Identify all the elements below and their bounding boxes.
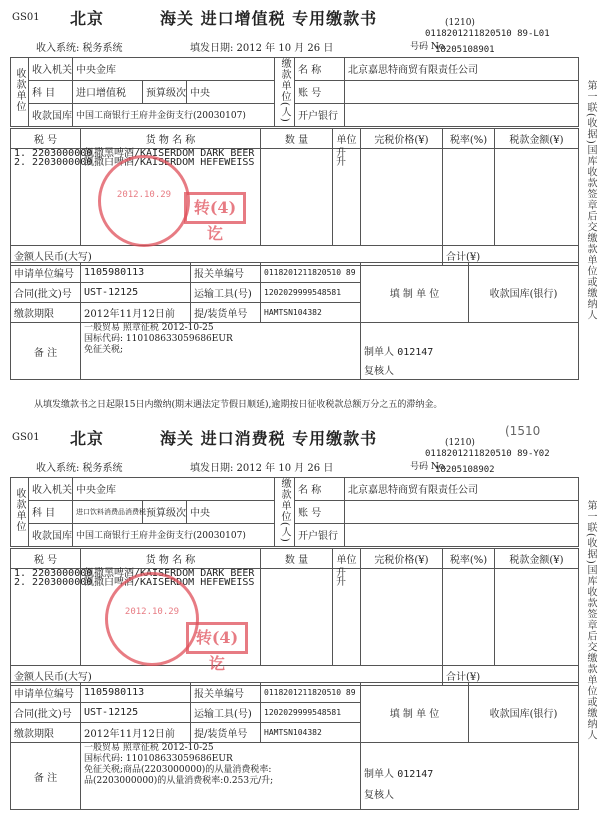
account-value xyxy=(345,500,579,523)
payer-name: 北京嘉思特商贸有限责任公司 xyxy=(345,478,579,501)
goods-table xyxy=(10,548,579,686)
form-title: 海关 进口增值税 专用缴款书 xyxy=(160,9,378,28)
rate-cell xyxy=(443,149,495,246)
maker-label: 制单人 xyxy=(364,769,394,780)
payment-form-vat xyxy=(0,0,600,410)
payment-form-consumption xyxy=(0,422,600,832)
deadline-label: 缴款期限 xyxy=(11,723,81,743)
deadline: 2012年11月12日前 xyxy=(81,303,191,323)
notes-label: 备 注 xyxy=(11,743,81,810)
declare-no: 0118201211820510 89 xyxy=(261,263,361,283)
declare-no: 0118201211820510 89 xyxy=(261,683,361,703)
payer-side-label: 缴款单位(人) xyxy=(279,58,291,123)
serial-code: (1210) xyxy=(445,18,475,28)
header-unit: 单位 xyxy=(333,129,361,149)
budget-label: 预算级次 xyxy=(143,80,187,103)
note-line: 一般贸易 照章征税 2012-10-25 xyxy=(84,743,214,753)
notes-label: 备 注 xyxy=(11,323,81,380)
bank-label: 开户银行 xyxy=(295,103,345,126)
payee-side-label: 收款单位 xyxy=(14,488,25,533)
unit-cell xyxy=(333,149,361,246)
item-tax-no: 2. 2203000000 xyxy=(14,577,93,588)
treasury-value: 中国工商银行王府井金街支行(20030107) xyxy=(73,523,275,546)
detail-table xyxy=(10,262,579,380)
qty-cell xyxy=(261,149,333,246)
form-city: 北京 xyxy=(70,429,105,448)
bank-value xyxy=(345,523,579,546)
handwritten-note: (1510 xyxy=(505,424,541,438)
transport-label: 运输工具(号) xyxy=(191,283,261,303)
account-value xyxy=(345,80,579,103)
goods-table xyxy=(10,128,579,266)
treasury-label: 收款国库 xyxy=(29,523,73,546)
price-cell xyxy=(361,569,443,666)
transfer-stamp: 转(4)讫 xyxy=(186,622,248,654)
item-unit: 升 xyxy=(336,577,346,588)
transfer-stamp: 转(4)讫 xyxy=(184,192,246,224)
amount-cell xyxy=(495,149,579,246)
maker: 012147 xyxy=(397,769,434,780)
amount-words-label: 金额人民币(大写) xyxy=(11,246,443,266)
number-label: 号码 No. xyxy=(410,462,447,472)
form-code: GS01 xyxy=(12,12,40,23)
header-goods: 货 物 名 称 xyxy=(81,549,261,569)
subject-value: 进口增值税 xyxy=(73,80,143,103)
transport: 1202029999548581 xyxy=(261,283,361,303)
amount-cell xyxy=(495,569,579,666)
bank-stamp xyxy=(98,155,190,247)
serial-code: (1210) xyxy=(445,438,475,448)
side-note: 第一联(收据)国库收款签章后交缴款单位或缴纳人 xyxy=(585,500,596,741)
form-city: 北京 xyxy=(70,9,105,28)
header-unit: 单位 xyxy=(333,549,361,569)
subject-label: 科 目 xyxy=(29,80,73,103)
payer-name-label: 名 称 xyxy=(295,58,345,81)
stamp-date: 2012.10.29 xyxy=(124,607,180,617)
declare-no-label: 报关单编号 xyxy=(191,263,261,283)
tax-no-cell xyxy=(11,568,93,666)
contract-label: 合同(批文)号 xyxy=(11,703,81,723)
item-tax-no: 2. 2203000000 xyxy=(14,157,93,168)
contract-label: 合同(批文)号 xyxy=(11,283,81,303)
item-goods: 凯撒白啤酒/KAISERDOM HEFEWEISS xyxy=(84,157,255,168)
payee-side-label: 收款单位 xyxy=(14,68,25,113)
note-line: 国标代码: 110108633059686EUR xyxy=(84,334,233,344)
footer-note: 从填发缴款书之日起限15日内缴纳(期末遇法定节假日顺延),逾期按日征收税款总额万分之五的滞纳金。 xyxy=(34,400,443,410)
item-tax-no: 1. 2203000000 xyxy=(14,568,93,579)
maker-cell xyxy=(361,743,579,810)
income-system: 收入系统: 税务系统 xyxy=(36,43,123,54)
header-rate: 税率(%) xyxy=(443,129,495,149)
number-label: 号码 No. xyxy=(410,42,447,52)
apply-no: 1105980113 xyxy=(81,683,191,703)
maker-label: 制单人 xyxy=(364,347,394,358)
unit-cell xyxy=(333,569,361,666)
transport: 1202029999548581 xyxy=(261,703,361,723)
rate-cell xyxy=(443,569,495,666)
header-goods: 货 物 名 称 xyxy=(81,129,261,149)
treasury-value: 中国工商银行王府井金街支行(20030107) xyxy=(73,103,275,126)
apply-no-label: 申请单位编号 xyxy=(11,263,81,283)
note-line: 品(2203000000)的从量消费税率:0.253元/升; xyxy=(84,776,274,786)
header-price: 完税价格(¥) xyxy=(361,129,443,149)
header-tax-no: 税 号 xyxy=(11,129,81,149)
bill-label: 提/装货单号 xyxy=(191,723,261,743)
reviewer-label: 复核人 xyxy=(364,366,394,377)
header-amount: 税款金额(¥) xyxy=(495,129,579,149)
fill-date: 填发日期: 2012 年 10 月 26 日 xyxy=(190,43,334,54)
item-unit: 升 xyxy=(336,568,346,579)
treasury-label: 收款国库 xyxy=(29,103,73,126)
apply-no: 1105980113 xyxy=(81,263,191,283)
side-note: 第一联(收据)国库收款签章后交缴款单位或缴纳人 xyxy=(585,80,596,321)
bank-stamp xyxy=(105,572,199,666)
budget-value: 中央 xyxy=(187,500,275,523)
bill-label: 提/装货单号 xyxy=(191,303,261,323)
maker: 012147 xyxy=(397,347,434,358)
bill: HAMTSN104382 xyxy=(261,303,361,323)
item-unit: 升 xyxy=(336,157,346,168)
item-tax-no: 1. 2203000000 xyxy=(14,148,93,159)
item-goods: 凯撒白啤酒/KAISERDOM HEFEWEISS xyxy=(84,577,255,588)
account-label: 账 号 xyxy=(295,80,345,103)
form-code: GS01 xyxy=(12,432,40,443)
notes-cell xyxy=(81,743,361,810)
header-qty: 数 量 xyxy=(261,129,333,149)
deadline-label: 缴款期限 xyxy=(11,303,81,323)
budget-value: 中央 xyxy=(187,80,275,103)
stamp-date: 2012.10.29 xyxy=(116,190,172,200)
fill-date: 填发日期: 2012 年 10 月 26 日 xyxy=(190,463,334,474)
form-table xyxy=(10,57,579,127)
bank-value xyxy=(345,103,579,126)
fill-unit-label: 填 制 单 位 xyxy=(361,683,469,743)
payer-side-label: 缴款单位(人) xyxy=(279,478,291,543)
subject-label: 科 目 xyxy=(29,500,73,523)
total-label: 合计(¥) xyxy=(443,666,579,686)
tax-no-cell xyxy=(11,148,93,246)
bank-unit-label: 收款国库(银行) xyxy=(469,263,579,323)
organ-label: 收入机关 xyxy=(29,478,73,501)
declare-no-label: 报关单编号 xyxy=(191,683,261,703)
maker-cell xyxy=(361,323,579,380)
account-label: 账 号 xyxy=(295,500,345,523)
deadline: 2012年11月12日前 xyxy=(81,723,191,743)
fill-unit-label: 填 制 单 位 xyxy=(361,263,469,323)
header-rate: 税率(%) xyxy=(443,549,495,569)
reviewer-label: 复核人 xyxy=(364,790,394,801)
bank-label: 开户银行 xyxy=(295,523,345,546)
bank-unit-label: 收款国库(银行) xyxy=(469,683,579,743)
bill: HAMTSN104382 xyxy=(261,723,361,743)
contract: UST-12125 xyxy=(81,703,191,723)
reference-number: 18205108902 xyxy=(435,465,495,475)
budget-label: 预算级次 xyxy=(143,500,187,523)
form-number: 0118201211820510 89-Y02 xyxy=(425,449,550,459)
organ-value: 中央金库 xyxy=(73,478,275,501)
income-system: 收入系统: 税务系统 xyxy=(36,463,123,474)
item-unit: 升 xyxy=(336,148,346,159)
reference-number: 18205108901 xyxy=(435,45,495,55)
item-goods: 凯撒黑啤酒/KAISERDOM DARK BEER xyxy=(84,568,255,579)
header-price: 完税价格(¥) xyxy=(361,549,443,569)
transport-label: 运输工具(号) xyxy=(191,703,261,723)
payer-name: 北京嘉思特商贸有限责任公司 xyxy=(345,58,579,81)
organ-value: 中央金库 xyxy=(73,58,275,81)
contract: UST-12125 xyxy=(81,283,191,303)
apply-no-label: 申请单位编号 xyxy=(11,683,81,703)
subject-value: 进口饮料消费品消费税 xyxy=(73,500,143,523)
item-goods: 凯撒黑啤酒/KAISERDOM DARK BEER xyxy=(84,148,255,159)
note-line: 免征关税;商品(2203000000)的从量消费税率: xyxy=(84,765,272,775)
form-title: 海关 进口消费税 专用缴款书 xyxy=(160,429,378,448)
note-line: 一般贸易 照章征税 2012-10-25 xyxy=(84,323,214,333)
form-number: 0118201211820510 89-L01 xyxy=(425,29,550,39)
notes-cell xyxy=(81,323,361,380)
total-label: 合计(¥) xyxy=(443,246,579,266)
amount-words-label: 金额人民币(大写) xyxy=(11,666,443,686)
note-line: 免征关税; xyxy=(84,345,124,355)
payer-name-label: 名 称 xyxy=(295,478,345,501)
header-amount: 税款金额(¥) xyxy=(495,549,579,569)
header-qty: 数 量 xyxy=(261,549,333,569)
note-line: 国标代码: 110108633059686EUR xyxy=(84,754,233,764)
form-table xyxy=(10,477,579,547)
organ-label: 收入机关 xyxy=(29,58,73,81)
header-tax-no: 税 号 xyxy=(11,549,81,569)
detail-table xyxy=(10,682,579,810)
price-cell xyxy=(361,149,443,246)
qty-cell xyxy=(261,569,333,666)
